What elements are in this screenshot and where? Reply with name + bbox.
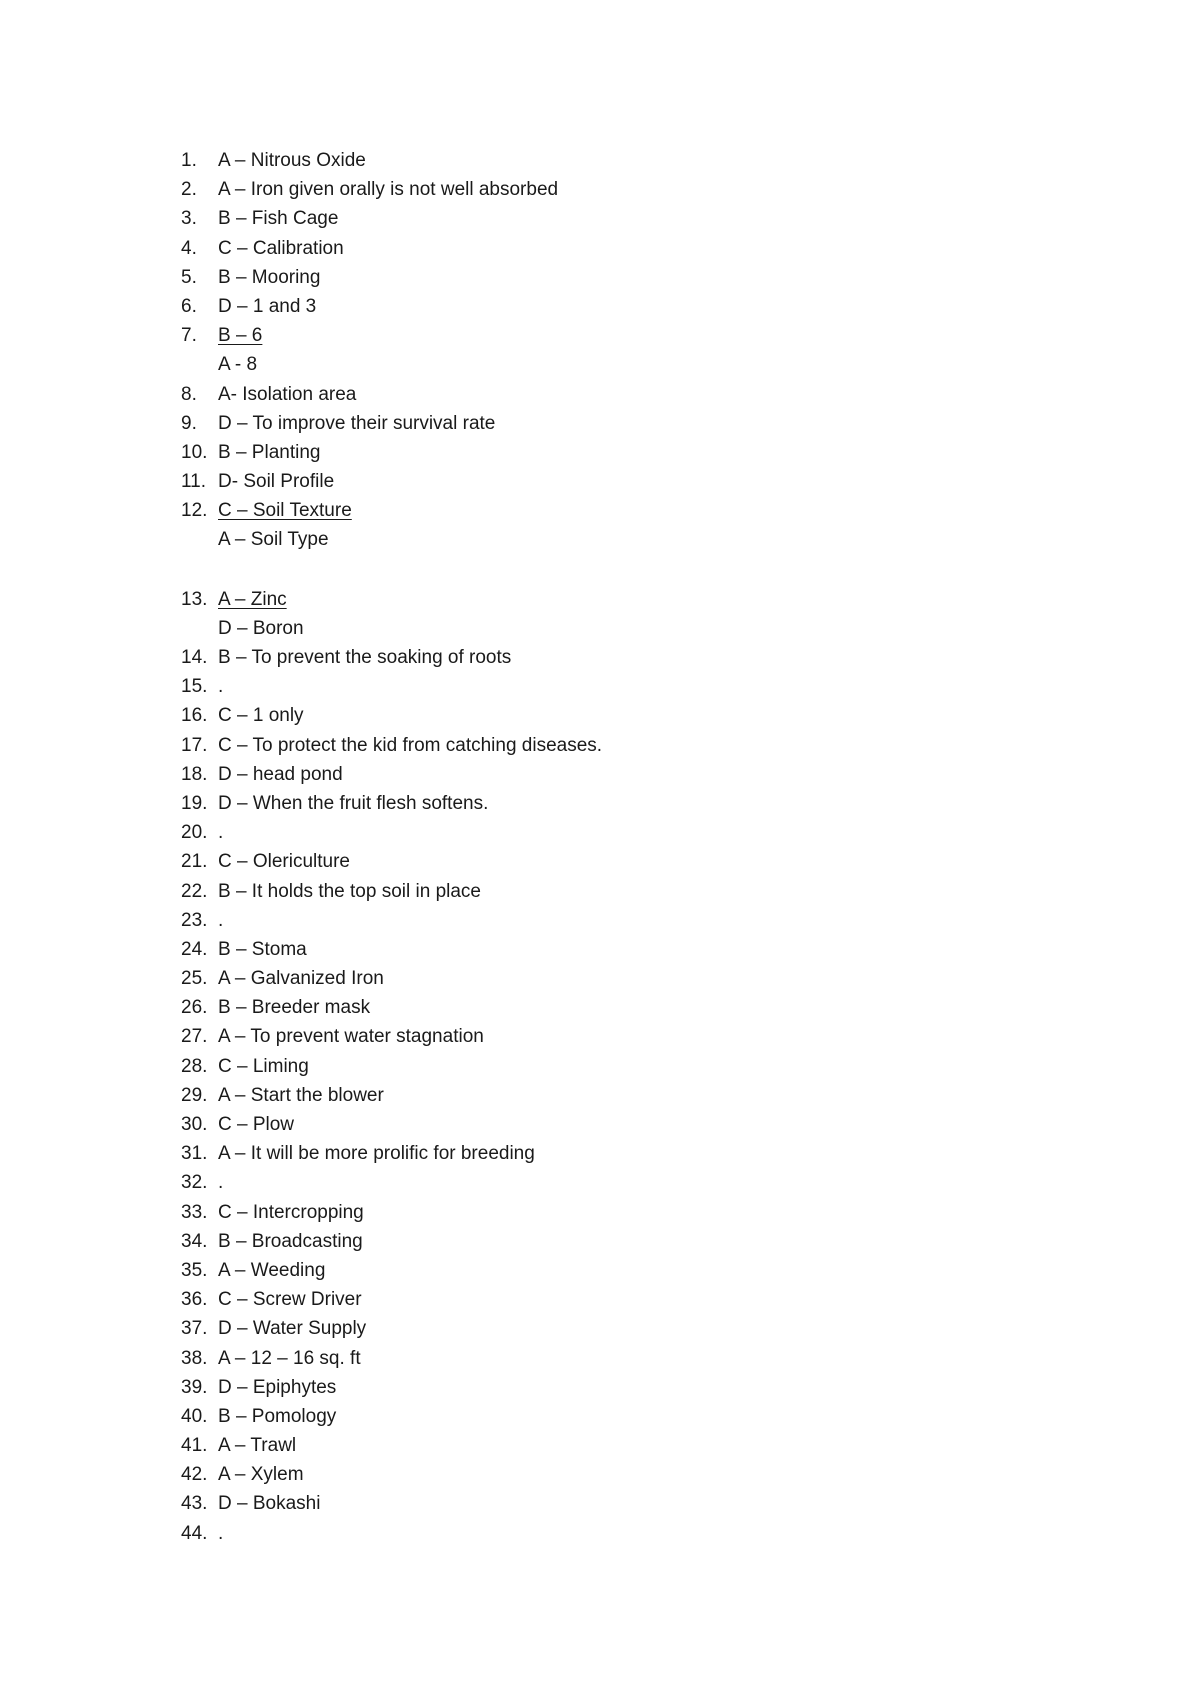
answer-text: A – Zinc — [218, 588, 287, 610]
answer-number: 43. — [181, 1493, 208, 1515]
answer-item — [181, 789, 1081, 818]
answer-item — [181, 1081, 1081, 1110]
answer-text: D – Epiphytes — [218, 1376, 337, 1398]
answer-number: 44. — [181, 1522, 208, 1544]
answer-text: B – 6 — [218, 325, 263, 347]
answer-item — [181, 935, 1081, 964]
answer-item — [181, 1227, 1081, 1256]
answer-item — [181, 1314, 1081, 1343]
answer-item — [181, 380, 1081, 409]
answer-text: . — [218, 822, 224, 844]
answer-number: 41. — [181, 1435, 208, 1457]
answer-number: 10. — [181, 441, 208, 463]
answer-text: D- Soil Profile — [218, 471, 335, 493]
answer-text: . — [218, 676, 224, 698]
answer-item — [181, 146, 1081, 175]
answer-text: C – Olericulture — [218, 851, 350, 873]
answer-text: A – Weeding — [218, 1259, 326, 1281]
answer-text: C – Screw Driver — [218, 1289, 362, 1311]
answer-item — [181, 438, 1081, 467]
answer-key-list — [181, 146, 1081, 1548]
answer-text: . — [218, 1522, 224, 1544]
answer-item — [181, 847, 1081, 876]
answer-item — [181, 1256, 1081, 1285]
answer-item — [181, 1022, 1081, 1051]
answer-item — [181, 204, 1081, 233]
answer-item — [181, 175, 1081, 204]
answer-text: B – Pomology — [218, 1405, 337, 1427]
answer-item — [181, 1519, 1081, 1548]
answer-item — [181, 993, 1081, 1022]
answer-number: 15. — [181, 676, 208, 698]
answer-item — [181, 585, 1081, 614]
answer-item — [181, 1139, 1081, 1168]
answer-item — [181, 1168, 1081, 1197]
answer-text: D – 1 and 3 — [218, 295, 317, 317]
answer-number: 17. — [181, 734, 208, 756]
answer-text: C – Calibration — [218, 237, 344, 259]
answer-text: C – Plow — [218, 1114, 295, 1135]
answer-text: B – Breeder mask — [218, 997, 371, 1019]
answer-text: D – To improve their survival rate — [218, 412, 496, 434]
answer-item-alternate — [181, 350, 1081, 379]
answer-item — [181, 1373, 1081, 1402]
answer-text: B – Broadcasting — [218, 1230, 363, 1252]
answer-item — [181, 877, 1081, 906]
answer-number: 19. — [181, 792, 208, 814]
answer-item — [181, 1110, 1081, 1139]
answer-text: A – Nitrous Oxide — [218, 150, 366, 171]
answer-number: 28. — [181, 1055, 208, 1077]
answer-text: C – Soil Texture — [218, 500, 352, 522]
answer-number: 16. — [181, 705, 208, 727]
answer-number: 14. — [181, 647, 208, 668]
answer-number: 38. — [181, 1347, 208, 1369]
answer-text: A – 12 – 16 sq. ft — [218, 1347, 361, 1369]
answer-item — [181, 409, 1081, 438]
answer-item — [181, 1402, 1081, 1431]
answer-text: B – Stoma — [218, 938, 307, 960]
answer-item — [181, 964, 1081, 993]
answer-number: 25. — [181, 968, 208, 990]
answer-text: B – It holds the top soil in place — [218, 880, 481, 902]
answer-number: 22. — [181, 880, 208, 902]
answer-item — [181, 760, 1081, 789]
answer-item — [181, 906, 1081, 935]
answer-number: 37. — [181, 1318, 208, 1340]
answer-number: 1. — [181, 150, 197, 171]
answer-number: 12. — [181, 500, 208, 522]
answer-item — [181, 467, 1081, 496]
answer-text: D – Bokashi — [218, 1493, 321, 1515]
answer-text: D – Boron — [218, 617, 304, 639]
answer-item — [181, 1285, 1081, 1314]
answer-number: 8. — [181, 383, 197, 405]
answer-text: B – Planting — [218, 441, 321, 463]
answer-item — [181, 1344, 1081, 1373]
answer-number: 4. — [181, 237, 197, 259]
answer-text: A – To prevent water stagnation — [218, 1026, 484, 1048]
answer-text: B – Fish Cage — [218, 208, 339, 230]
answer-item — [181, 672, 1081, 701]
answer-text: D – When the fruit flesh softens. — [218, 792, 489, 814]
answer-number: 36. — [181, 1289, 208, 1311]
answer-item — [181, 701, 1081, 730]
answer-text: A - 8 — [218, 354, 258, 376]
answer-number: 34. — [181, 1230, 208, 1252]
answer-item — [181, 263, 1081, 292]
answer-item — [181, 321, 1081, 350]
answer-text: D – Water Supply — [218, 1318, 367, 1340]
answer-text: A – Trawl — [218, 1435, 297, 1457]
answer-item — [181, 643, 1081, 672]
answer-item — [181, 496, 1081, 525]
answer-number: 23. — [181, 909, 208, 931]
answer-item — [181, 1198, 1081, 1227]
answer-item — [181, 1460, 1081, 1489]
answer-number: 42. — [181, 1464, 208, 1486]
answer-text: A- Isolation area — [218, 383, 357, 405]
answer-number: 31. — [181, 1143, 208, 1165]
answer-number: 5. — [181, 266, 197, 288]
answer-number: 7. — [181, 325, 197, 347]
answer-number: 18. — [181, 763, 208, 785]
answer-number: 2. — [181, 179, 197, 201]
answer-text: A – It will be more prolific for breeding — [218, 1143, 535, 1165]
answer-text: A – Xylem — [218, 1464, 304, 1486]
answer-text: B – To prevent the soaking of roots — [218, 647, 512, 668]
answer-item — [181, 292, 1081, 321]
answer-item — [181, 1052, 1081, 1081]
answer-item — [181, 1431, 1081, 1460]
answer-item — [181, 818, 1081, 847]
answer-text: A – Soil Type — [218, 529, 329, 551]
answer-number: 13. — [181, 588, 208, 610]
answer-number: 26. — [181, 997, 208, 1019]
answer-number: 20. — [181, 822, 208, 844]
answer-text: C – Intercropping — [218, 1201, 364, 1223]
answer-number: 39. — [181, 1376, 208, 1398]
blank-line — [181, 555, 1081, 585]
answer-number: 33. — [181, 1201, 208, 1223]
answer-item — [181, 1489, 1081, 1518]
answer-text: . — [218, 909, 224, 931]
answer-number: 32. — [181, 1172, 208, 1194]
answer-number: 40. — [181, 1405, 208, 1427]
answer-text: C – Liming — [218, 1055, 309, 1077]
answer-number: 6. — [181, 295, 197, 317]
answer-text: B – Mooring — [218, 266, 321, 288]
answer-text: A – Start the blower — [218, 1084, 384, 1106]
answer-number: 21. — [181, 851, 208, 873]
answer-item — [181, 234, 1081, 263]
answer-number: 30. — [181, 1114, 208, 1135]
answer-item-alternate — [181, 525, 1081, 554]
answer-text: A – Galvanized Iron — [218, 968, 384, 990]
answer-item-alternate — [181, 614, 1081, 643]
answer-text: C – To protect the kid from catching diseases. — [218, 734, 603, 756]
answer-item — [181, 731, 1081, 760]
answer-number: 27. — [181, 1026, 208, 1048]
answer-number: 9. — [181, 412, 197, 434]
answer-number: 24. — [181, 938, 208, 960]
answer-number: 35. — [181, 1259, 208, 1281]
answer-text: A – Iron given orally is not well absorbed — [218, 179, 559, 201]
answer-text: . — [218, 1172, 224, 1194]
answer-number: 3. — [181, 208, 197, 230]
answer-number: 29. — [181, 1084, 208, 1106]
answer-number: 11. — [181, 471, 207, 493]
answer-text: D – head pond — [218, 763, 343, 785]
answer-text: C – 1 only — [218, 705, 304, 727]
